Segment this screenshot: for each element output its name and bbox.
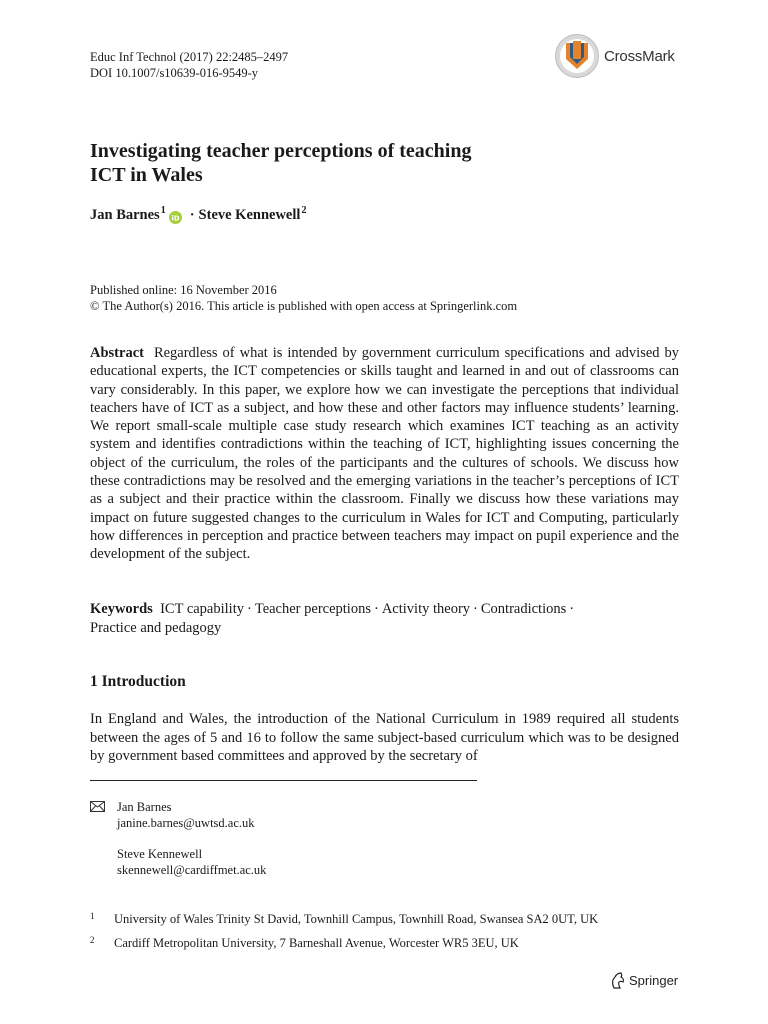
author-name[interactable]: Jan Barnes	[90, 207, 160, 223]
doi-line[interactable]: DOI 10.1007/s10639-016-9549-y	[90, 66, 259, 80]
introduction-paragraph: In England and Wales, the introduction of the National Curriculum in 1989 required all students between the ages of 5 and 16 to follow the same subject-based curriculum which was to be designed by government based committees and approved by the secretary of	[90, 711, 679, 764]
keywords-label: Keywords	[90, 601, 153, 617]
published-date: Published online: 16 November 2016	[90, 283, 277, 297]
correspondence-name: Steve Kennewell	[117, 847, 203, 861]
affiliation	[90, 911, 598, 927]
keyword-item: Teacher perceptions	[254, 601, 371, 617]
title-line-1: Investigating teacher perceptions of teaching	[90, 140, 472, 162]
abstract-text: Regardless of what is intended by government curriculum specifications and advised by educational experts, the ICT competencies or skills taught and learned in and out of classrooms can vary considerably. In this paper, we explore how we can investigate the perceptions that individual teachers have of ICT as a subject, and how these and other factors may influence students’ learning. We report small-scale multiple case study research which examines ICT teaching as an activity system and identifies contradictions within the teaching of ICT, highlighting issues concerning the object of the curriculum, the roles of the participants and the cultures of schools. We discuss how these contradictions may be resolved and the emerging variations in the teacher’s perceptions of ICT as a subject and their practice within the classroom. Finally we discuss how these variations may impact on future suggested changes to the curriculum in Wales for ICT and Computing, particularly how differences in perception and practice between teachers may impact on pupil experience and the development of the subject.	[90, 345, 680, 563]
keywords	[90, 600, 679, 638]
copyright-text: The Author(s) 2016. This article is published with open access at Springerlink.com	[102, 299, 518, 313]
journal-citation	[90, 49, 288, 81]
copyright-notice	[90, 298, 517, 314]
publisher-logo	[610, 972, 678, 989]
correspondence-email[interactable]: janine.barnes@uwtsd.ac.uk	[117, 816, 255, 830]
keyword-item: Contradictions	[480, 601, 567, 617]
svg-text:iD: iD	[171, 214, 180, 223]
correspondence-name: Jan Barnes	[117, 800, 172, 814]
publication-info	[90, 282, 517, 314]
abstract	[90, 344, 679, 564]
affiliation-number: 2	[90, 935, 95, 945]
correspondence-block	[90, 799, 266, 878]
affiliation-text: University of Wales Trinity St David, Townhill Campus, Townhill Road, Swansea SA2 0UT, UK	[114, 912, 599, 926]
keyword-separator: ·	[569, 601, 575, 617]
author-name[interactable]: Steve Kennewell	[198, 207, 301, 223]
correspondence-author	[117, 846, 266, 878]
author-separator: ·	[189, 207, 195, 223]
author-list	[90, 207, 306, 224]
author-affil-marker: 1	[160, 205, 166, 216]
journal-line: Educ Inf Technol (2017) 22:2485–2497	[90, 50, 289, 64]
copyright-icon: ©	[90, 299, 100, 313]
keyword-separator: ·	[473, 601, 478, 617]
crossmark-badge[interactable]	[554, 33, 675, 79]
article-title	[90, 139, 690, 187]
affiliation	[90, 935, 519, 951]
affiliation-number: 1	[90, 911, 95, 921]
correspondence-email[interactable]: skennewell@cardiffmet.ac.uk	[117, 863, 267, 877]
title-line-2: ICT in Wales	[90, 164, 203, 186]
envelope-icon	[90, 801, 105, 812]
keyword-item: Activity theory	[381, 601, 471, 617]
footnote-divider	[90, 780, 477, 781]
keyword-separator: ·	[373, 601, 379, 617]
correspondence-author	[117, 799, 266, 831]
crossmark-icon	[554, 33, 600, 79]
keyword-separator: ·	[247, 601, 252, 617]
section-heading-introduction: 1 Introduction	[90, 673, 186, 690]
orcid-icon[interactable]	[169, 211, 182, 224]
affiliation-text: Cardiff Metropolitan University, 7 Barneshall Avenue, Worcester WR5 3EU, UK	[114, 936, 519, 950]
publisher-name: Springer	[629, 973, 679, 988]
keyword-item: ICT capability	[160, 601, 244, 617]
keyword-item: Practice and pedagogy	[90, 620, 222, 636]
abstract-label: Abstract	[90, 345, 144, 361]
crossmark-label: CrossMark	[604, 47, 675, 65]
springer-horse-icon	[610, 972, 625, 989]
author-affil-marker: 2	[301, 205, 307, 216]
